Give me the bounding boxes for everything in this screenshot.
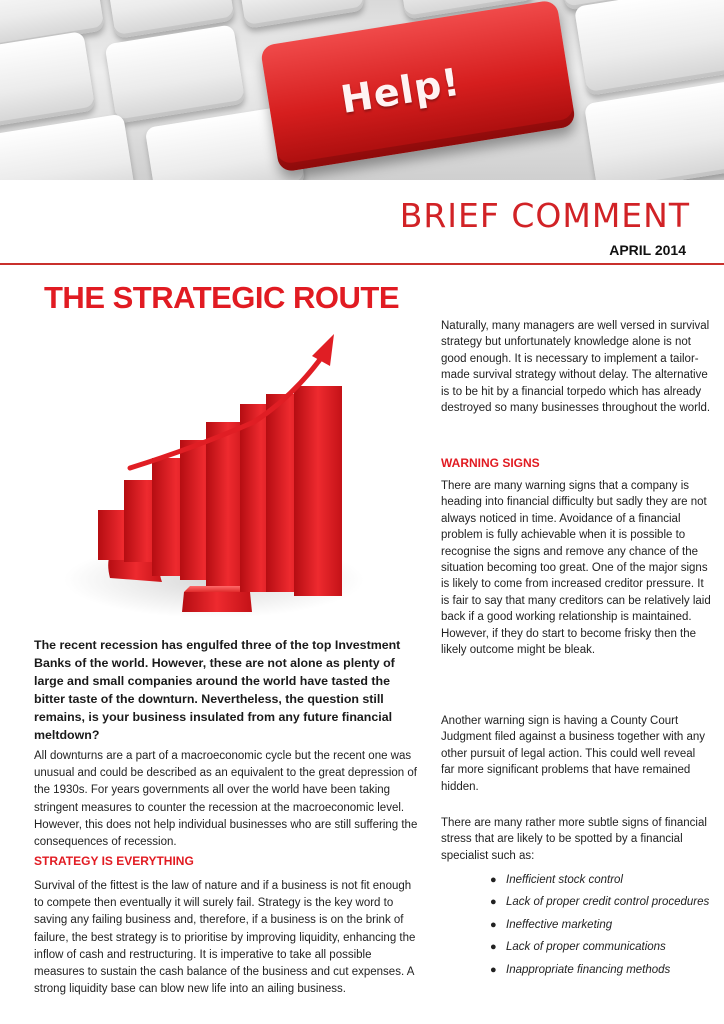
bullet-icon: ● bbox=[490, 941, 497, 954]
list-item: ● Lack of proper communications bbox=[490, 939, 710, 955]
article-intro: The recent recession has engulfed three of the top Investment Banks of the world. However, these are not alone as plenty of large and small companies around the world have tasted the bitter taste of the downturn. Nevertheless, the question still remains, is your business insulated from any future financial meltdown? bbox=[34, 638, 401, 742]
bullet-icon: ● bbox=[490, 963, 497, 976]
keyboard-banner-image bbox=[0, 0, 724, 180]
keyboard-key bbox=[574, 0, 724, 96]
body-paragraph-5: Another warning sign is having a County Court Judgment filed against a business together with any other pursuit of legal action. This could well reveal far more significant problems that have remained hidden. bbox=[441, 715, 706, 793]
section-heading-warning: WARNING SIGNS bbox=[441, 456, 540, 470]
list-item: ● Inappropriate financing methods bbox=[490, 962, 710, 978]
help-key-label: Help! bbox=[337, 59, 464, 122]
keyboard-key bbox=[584, 81, 724, 180]
bullet-icon: ● bbox=[490, 874, 497, 886]
bullet-icon: ● bbox=[490, 896, 497, 909]
keyboard-key bbox=[105, 24, 246, 123]
list-item: ● Ineffective marketing bbox=[490, 917, 710, 933]
issue-date: APRIL 2014 bbox=[609, 242, 686, 258]
body-paragraph-3: Naturally, many managers are well versed in survival strategy but unfortunately knowledge alone is not good enough. It is necessary to implement a tailor-made survival strategy without delay. The alternative is to be hit by a financial torpedo which has already destroyed so many businesses throughout the world. bbox=[441, 320, 711, 415]
article-title: THE STRATEGIC ROUTE bbox=[44, 280, 400, 315]
bullet-icon: ● bbox=[490, 918, 497, 931]
help-key bbox=[260, 0, 576, 173]
keyboard-key bbox=[235, 0, 364, 29]
newsletter-title: BRIEF COMMENT bbox=[399, 196, 690, 235]
body-paragraph-2: Survival of the fittest is the law of nature and if a business is not fit enough to compete then eventually it will surely fail. Strategy is the key word to saving any failing business and, therefore, if a business is on the brink of failure, the best strategy is to prioritise by improving liquidity, enhancing the inflow of cash and restructuring. It is imperative to take all possible measures to sustain the cash balance of the business and cut expenses. A strong liquidity base can blow new life into an ailing business. bbox=[34, 880, 416, 996]
warning-signs-list bbox=[490, 872, 710, 984]
keyboard-key bbox=[0, 31, 96, 129]
keyboard-key bbox=[0, 114, 135, 180]
section-heading-strategy: STRATEGY IS EVERYTHING bbox=[34, 854, 194, 868]
growth-chart-illustration bbox=[44, 330, 386, 622]
body-paragraph-1: All downturns are a part of a macroeconomic cycle but the recent one was unusual and could be described as an equivalent to the great depression of the 1930s. For years governments all over the world have been taking stringent measures to counter the recession at the macroeconomic level. However, this does not help individual businesses who are still suffering the consequences of recession. bbox=[34, 750, 418, 849]
body-paragraph-4: There are many warning signs that a company is heading into financial difficulty but sadly they are not always noticed in time. Avoidance of a financial problem is fully achievable when it is possible to recognise the signs and remove any chance of the situation becoming too great. One of the major signs is likely to come from increased creditor pressure. It is fair to say that many creditors can be relatively laid back if a good working relationship is maintained. However, if they do start to become frisky then the likely outcome might be bleak. bbox=[441, 480, 711, 657]
list-item: ● Lack of proper credit control procedures bbox=[490, 894, 710, 910]
list-item: ● Inefficient stock control bbox=[490, 872, 710, 888]
masthead-divider bbox=[0, 263, 724, 265]
body-paragraph-6: There are many rather more subtle signs of financial stress that are likely to be spotted by a financial specialist such as: bbox=[441, 817, 707, 862]
